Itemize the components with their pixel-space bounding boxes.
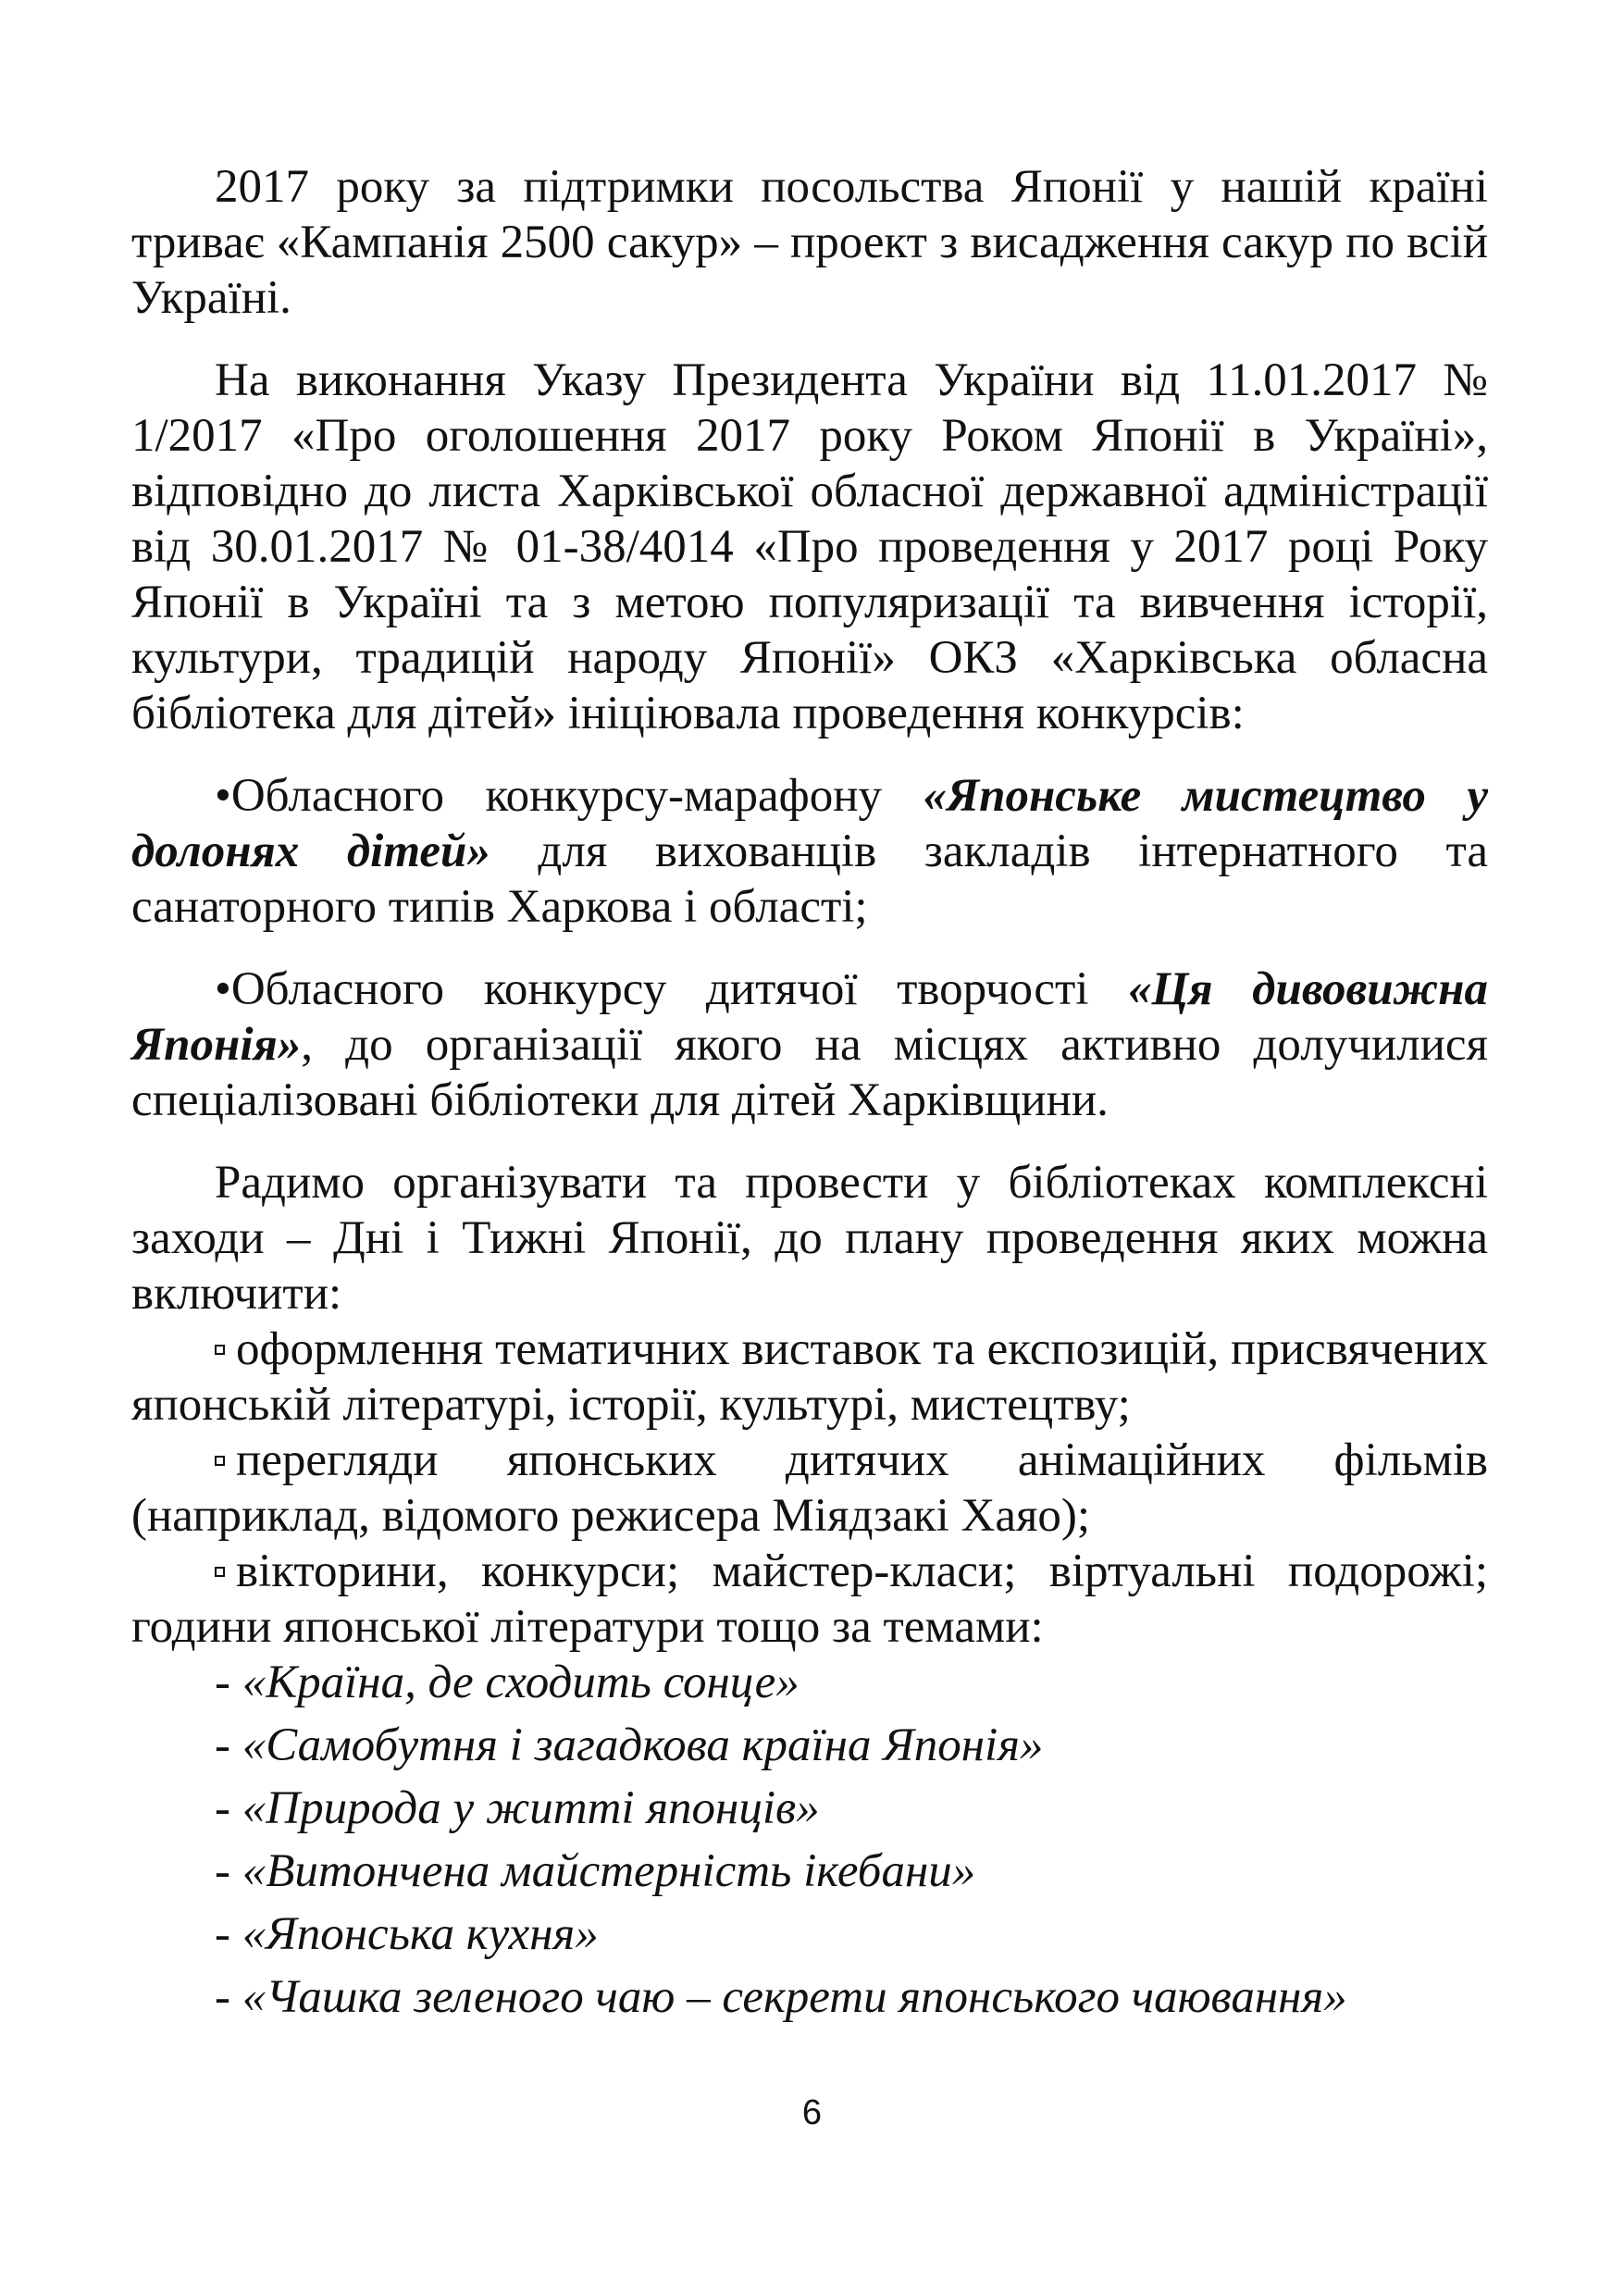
dash-marker: - <box>215 1657 242 1708</box>
topic-text: «Країна, де сходить сонце» <box>242 1657 800 1708</box>
topic-item <box>131 1781 1488 1836</box>
dash-marker: - <box>215 1845 242 1897</box>
paragraph-contest-creativity <box>131 962 1488 1128</box>
topic-item <box>131 1655 1488 1710</box>
square-bullet-icon <box>215 1567 225 1577</box>
topic-item <box>131 1718 1488 1773</box>
dash-marker: - <box>215 1908 242 1960</box>
paragraph-sakura-campaign: 2017 року за підтримки посольства Японії у нашій країні триває «Кампанія 2500 сакур» – проект з висадження сакур по всій Україні. <box>131 161 1488 324</box>
topics-list <box>131 1655 1488 2025</box>
dash-marker: - <box>215 1719 242 1771</box>
topic-item <box>131 1969 1488 2025</box>
page-number: 6 <box>801 2093 823 2132</box>
dash-marker: - <box>215 1782 242 1834</box>
contest-lead: •Обласного конкурсу-марафону <box>215 770 924 822</box>
contest-rest: для вихованців закладів інтернатного та санаторного типів Харкова і області; <box>131 825 1488 933</box>
contest-title: «Ця дивовижна Японія» <box>131 963 1488 1071</box>
paragraph-recommendation: Радимо організувати та провести у бібліотеках комплексні заходи – Дні і Тижні Японії, до плану проведення яких можна включити: <box>131 1157 1488 1320</box>
topic-text: «Самобутня і загадкова країна Японія» <box>242 1719 1044 1771</box>
list-item-text: оформлення тематичних виставок та експозицій, присвячених японській літературі, історії, культурі, мистецтву; <box>131 1323 1488 1431</box>
topic-text: «Японська кухня» <box>242 1908 599 1960</box>
contest-rest: , до організації якого на місцях активно долучилися спеціалізовані бібліотеки для дітей Харківщини. <box>131 1019 1488 1126</box>
activities-list <box>131 1322 1488 1655</box>
list-item-text: вікторини, конкурси; майстер-класи; віртуальні подорожі; години японської літератури тощо за темами: <box>131 1545 1488 1653</box>
list-item-text: перегляди японських дитячих анімаційних фільмів (наприклад, відомого режисера Міядзакі Хаяо); <box>131 1434 1488 1542</box>
square-bullet-icon <box>215 1456 225 1466</box>
contest-lead: •Обласного конкурсу дитячої творчості <box>215 963 1129 1015</box>
list-item <box>131 1544 1488 1655</box>
topic-text: «Витончена майстерність ікебани» <box>242 1845 976 1897</box>
dash-marker: - <box>215 1971 242 2023</box>
paragraph-presidential-decree: На виконання Указу Президента України від 11.01.2017 № 1/2017 «Про оголошення 2017 року Роком Японії в Україні», відповідно до листа Харківської обласної державної адміністрації від 30.01.2017 № 01-38/4014 «Про проведення у 2017 році Року Японії в Україні та з метою популяризації та вивчення історії, культури, традицій народу Японії» ОКЗ «Харківська обласна бібліотека для дітей» ініціювала проведення конкурсів: <box>131 354 1488 739</box>
paragraph-contest-marathon <box>131 768 1488 935</box>
contest-title: «Японське мистецтво у долонях дітей» <box>131 770 1488 877</box>
topic-text: «Чашка зеленого чаю – секрети японського чаювання» <box>242 1971 1347 2023</box>
topic-item <box>131 1906 1488 1962</box>
list-item <box>131 1322 1488 1433</box>
list-item <box>131 1433 1488 1544</box>
body-text <box>131 159 1488 2032</box>
topic-text: «Природа у житті японців» <box>242 1782 820 1834</box>
square-bullet-icon <box>215 1345 225 1355</box>
topic-item <box>131 1843 1488 1899</box>
